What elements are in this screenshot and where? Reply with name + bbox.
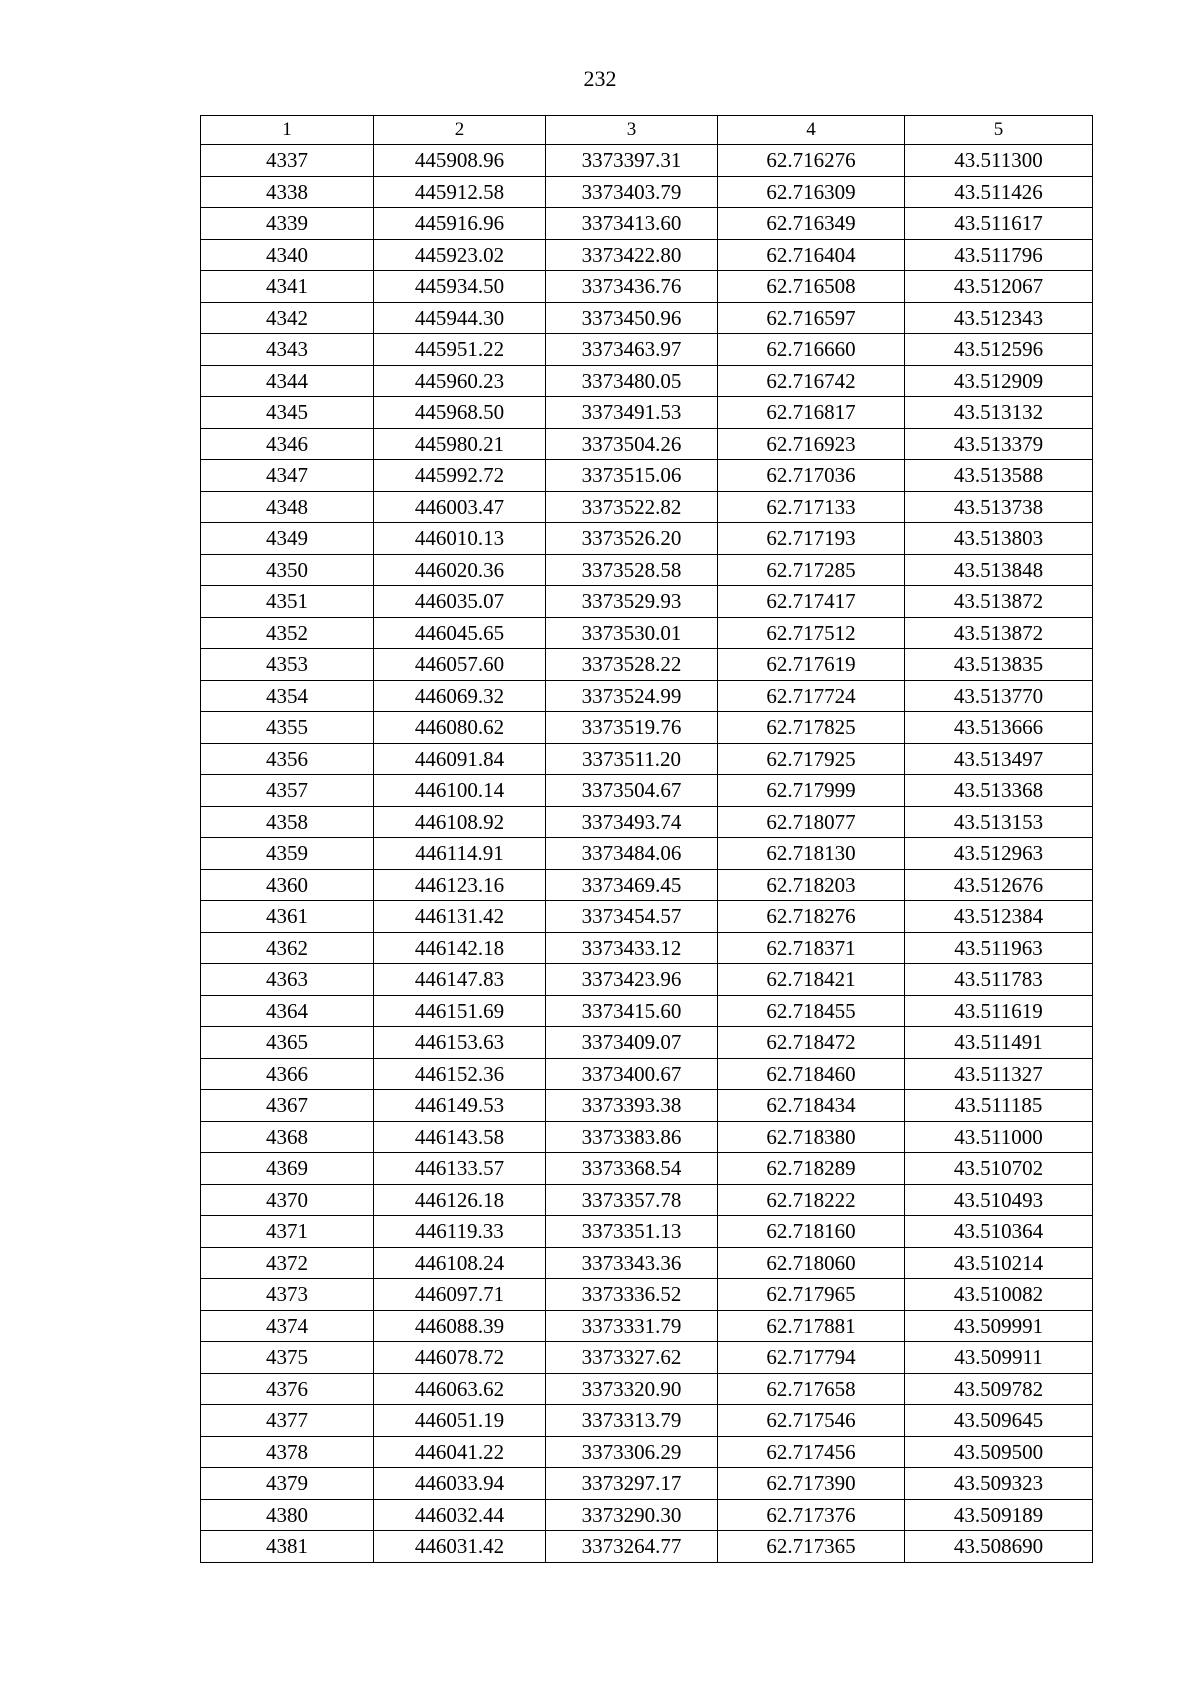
latitude-cell: 62.716276 [718,145,905,177]
latitude-cell: 62.718222 [718,1184,905,1216]
y-coordinate-cell: 3373383.86 [546,1121,718,1153]
table-row [201,1184,1093,1216]
table-row [201,1153,1093,1185]
longitude-cell: 43.512343 [905,302,1093,334]
point-number-cell: 4361 [201,901,374,933]
table-row [201,397,1093,429]
point-number-cell: 4352 [201,617,374,649]
point-number-cell: 4338 [201,176,374,208]
latitude-cell: 62.717999 [718,775,905,807]
table-row [201,680,1093,712]
table-row [201,869,1093,901]
point-number-cell: 4359 [201,838,374,870]
latitude-cell: 62.716660 [718,334,905,366]
longitude-cell: 43.511185 [905,1090,1093,1122]
point-number-cell: 4374 [201,1310,374,1342]
y-coordinate-cell: 3373336.52 [546,1279,718,1311]
latitude-cell: 62.717724 [718,680,905,712]
table-row [201,995,1093,1027]
x-coordinate-cell: 446091.84 [374,743,546,775]
y-coordinate-cell: 3373297.17 [546,1468,718,1500]
point-number-cell: 4378 [201,1436,374,1468]
longitude-cell: 43.513588 [905,460,1093,492]
latitude-cell: 62.718421 [718,964,905,996]
longitude-cell: 43.511619 [905,995,1093,1027]
table-body [201,145,1093,1563]
latitude-cell: 62.717036 [718,460,905,492]
x-coordinate-cell: 446069.32 [374,680,546,712]
x-coordinate-cell: 446045.65 [374,617,546,649]
longitude-cell: 43.513803 [905,523,1093,555]
latitude-cell: 62.718380 [718,1121,905,1153]
x-coordinate-cell: 446041.22 [374,1436,546,1468]
table-row [201,964,1093,996]
point-number-cell: 4351 [201,586,374,618]
table-row [201,1090,1093,1122]
x-coordinate-cell: 446114.91 [374,838,546,870]
point-number-cell: 4340 [201,239,374,271]
x-coordinate-cell: 446152.36 [374,1058,546,1090]
longitude-cell: 43.509991 [905,1310,1093,1342]
column-header: 2 [374,116,546,145]
latitude-cell: 62.717658 [718,1373,905,1405]
y-coordinate-cell: 3373422.80 [546,239,718,271]
longitude-cell: 43.513770 [905,680,1093,712]
x-coordinate-cell: 446031.42 [374,1531,546,1563]
x-coordinate-cell: 445916.96 [374,208,546,240]
latitude-cell: 62.716597 [718,302,905,334]
latitude-cell: 62.717193 [718,523,905,555]
x-coordinate-cell: 445912.58 [374,176,546,208]
latitude-cell: 62.718077 [718,806,905,838]
y-coordinate-cell: 3373436.76 [546,271,718,303]
latitude-cell: 62.717365 [718,1531,905,1563]
point-number-cell: 4347 [201,460,374,492]
y-coordinate-cell: 3373351.13 [546,1216,718,1248]
table-row [201,1279,1093,1311]
longitude-cell: 43.512384 [905,901,1093,933]
y-coordinate-cell: 3373400.67 [546,1058,718,1090]
table-row [201,901,1093,933]
latitude-cell: 62.717376 [718,1499,905,1531]
longitude-cell: 43.513666 [905,712,1093,744]
x-coordinate-cell: 446010.13 [374,523,546,555]
y-coordinate-cell: 3373450.96 [546,302,718,334]
latitude-cell: 62.717825 [718,712,905,744]
longitude-cell: 43.511796 [905,239,1093,271]
longitude-cell: 43.513872 [905,586,1093,618]
x-coordinate-cell: 445908.96 [374,145,546,177]
y-coordinate-cell: 3373515.06 [546,460,718,492]
point-number-cell: 4341 [201,271,374,303]
longitude-cell: 43.510214 [905,1247,1093,1279]
x-coordinate-cell: 446143.58 [374,1121,546,1153]
latitude-cell: 62.717285 [718,554,905,586]
table-row [201,239,1093,271]
column-header: 4 [718,116,905,145]
y-coordinate-cell: 3373504.26 [546,428,718,460]
y-coordinate-cell: 3373519.76 [546,712,718,744]
table-row [201,1468,1093,1500]
y-coordinate-cell: 3373504.67 [546,775,718,807]
latitude-cell: 62.717794 [718,1342,905,1374]
table-row [201,838,1093,870]
x-coordinate-cell: 445992.72 [374,460,546,492]
latitude-cell: 62.717965 [718,1279,905,1311]
latitude-cell: 62.716742 [718,365,905,397]
point-number-cell: 4372 [201,1247,374,1279]
x-coordinate-cell: 446035.07 [374,586,546,618]
coordinates-table [200,115,1093,1563]
x-coordinate-cell: 445968.50 [374,397,546,429]
x-coordinate-cell: 445960.23 [374,365,546,397]
y-coordinate-cell: 3373454.57 [546,901,718,933]
point-number-cell: 4349 [201,523,374,555]
latitude-cell: 62.718160 [718,1216,905,1248]
longitude-cell: 43.513835 [905,649,1093,681]
longitude-cell: 43.512676 [905,869,1093,901]
y-coordinate-cell: 3373480.05 [546,365,718,397]
point-number-cell: 4344 [201,365,374,397]
x-coordinate-cell: 446003.47 [374,491,546,523]
x-coordinate-cell: 446078.72 [374,1342,546,1374]
y-coordinate-cell: 3373493.74 [546,806,718,838]
y-coordinate-cell: 3373403.79 [546,176,718,208]
point-number-cell: 4381 [201,1531,374,1563]
x-coordinate-cell: 445944.30 [374,302,546,334]
longitude-cell: 43.511963 [905,932,1093,964]
table-row [201,775,1093,807]
table-row [201,617,1093,649]
latitude-cell: 62.717512 [718,617,905,649]
point-number-cell: 4380 [201,1499,374,1531]
x-coordinate-cell: 446063.62 [374,1373,546,1405]
y-coordinate-cell: 3373524.99 [546,680,718,712]
point-number-cell: 4343 [201,334,374,366]
point-number-cell: 4358 [201,806,374,838]
y-coordinate-cell: 3373413.60 [546,208,718,240]
x-coordinate-cell: 446149.53 [374,1090,546,1122]
latitude-cell: 62.716309 [718,176,905,208]
point-number-cell: 4376 [201,1373,374,1405]
point-number-cell: 4377 [201,1405,374,1437]
latitude-cell: 62.716817 [718,397,905,429]
latitude-cell: 62.718060 [718,1247,905,1279]
table-row [201,208,1093,240]
table-row [201,649,1093,681]
column-header: 5 [905,116,1093,145]
latitude-cell: 62.717619 [718,649,905,681]
y-coordinate-cell: 3373529.93 [546,586,718,618]
x-coordinate-cell: 445951.22 [374,334,546,366]
table-row [201,460,1093,492]
y-coordinate-cell: 3373368.54 [546,1153,718,1185]
y-coordinate-cell: 3373526.20 [546,523,718,555]
longitude-cell: 43.512067 [905,271,1093,303]
longitude-cell: 43.512963 [905,838,1093,870]
longitude-cell: 43.511617 [905,208,1093,240]
table-row [201,1373,1093,1405]
table-row [201,932,1093,964]
latitude-cell: 62.716923 [718,428,905,460]
point-number-cell: 4355 [201,712,374,744]
x-coordinate-cell: 446051.19 [374,1405,546,1437]
point-number-cell: 4357 [201,775,374,807]
point-number-cell: 4350 [201,554,374,586]
longitude-cell: 43.513379 [905,428,1093,460]
table-row [201,1310,1093,1342]
x-coordinate-cell: 446020.36 [374,554,546,586]
y-coordinate-cell: 3373290.30 [546,1499,718,1531]
longitude-cell: 43.510364 [905,1216,1093,1248]
point-number-cell: 4370 [201,1184,374,1216]
longitude-cell: 43.509911 [905,1342,1093,1374]
point-number-cell: 4354 [201,680,374,712]
latitude-cell: 62.718203 [718,869,905,901]
longitude-cell: 43.513368 [905,775,1093,807]
column-header: 3 [546,116,718,145]
longitude-cell: 43.508690 [905,1531,1093,1563]
point-number-cell: 4342 [201,302,374,334]
table-row [201,1216,1093,1248]
table-row [201,302,1093,334]
longitude-cell: 43.513872 [905,617,1093,649]
x-coordinate-cell: 445980.21 [374,428,546,460]
x-coordinate-cell: 446057.60 [374,649,546,681]
table-row [201,554,1093,586]
x-coordinate-cell: 446088.39 [374,1310,546,1342]
latitude-cell: 62.718472 [718,1027,905,1059]
longitude-cell: 43.509645 [905,1405,1093,1437]
y-coordinate-cell: 3373528.58 [546,554,718,586]
latitude-cell: 62.717925 [718,743,905,775]
x-coordinate-cell: 445934.50 [374,271,546,303]
x-coordinate-cell: 446100.14 [374,775,546,807]
table-row [201,743,1093,775]
x-coordinate-cell: 446142.18 [374,932,546,964]
point-number-cell: 4371 [201,1216,374,1248]
longitude-cell: 43.510082 [905,1279,1093,1311]
latitude-cell: 62.718289 [718,1153,905,1185]
x-coordinate-cell: 446032.44 [374,1499,546,1531]
y-coordinate-cell: 3373343.36 [546,1247,718,1279]
table-row [201,1342,1093,1374]
point-number-cell: 4365 [201,1027,374,1059]
point-number-cell: 4356 [201,743,374,775]
longitude-cell: 43.509189 [905,1499,1093,1531]
table-row [201,712,1093,744]
longitude-cell: 43.511491 [905,1027,1093,1059]
x-coordinate-cell: 446133.57 [374,1153,546,1185]
point-number-cell: 4367 [201,1090,374,1122]
x-coordinate-cell: 446151.69 [374,995,546,1027]
longitude-cell: 43.511327 [905,1058,1093,1090]
table-row [201,428,1093,460]
y-coordinate-cell: 3373522.82 [546,491,718,523]
point-number-cell: 4348 [201,491,374,523]
y-coordinate-cell: 3373530.01 [546,617,718,649]
latitude-cell: 62.718371 [718,932,905,964]
latitude-cell: 62.716508 [718,271,905,303]
y-coordinate-cell: 3373415.60 [546,995,718,1027]
y-coordinate-cell: 3373306.29 [546,1436,718,1468]
table-row [201,1247,1093,1279]
page-number: 232 [583,66,617,91]
y-coordinate-cell: 3373433.12 [546,932,718,964]
table-row [201,523,1093,555]
x-coordinate-cell: 446147.83 [374,964,546,996]
longitude-cell: 43.510493 [905,1184,1093,1216]
latitude-cell: 62.718434 [718,1090,905,1122]
y-coordinate-cell: 3373357.78 [546,1184,718,1216]
longitude-cell: 43.512596 [905,334,1093,366]
longitude-cell: 43.511300 [905,145,1093,177]
y-coordinate-cell: 3373397.31 [546,145,718,177]
longitude-cell: 43.513153 [905,806,1093,838]
point-number-cell: 4337 [201,145,374,177]
table-row [201,586,1093,618]
x-coordinate-cell: 446108.24 [374,1247,546,1279]
table-row [201,1436,1093,1468]
latitude-cell: 62.717881 [718,1310,905,1342]
point-number-cell: 4368 [201,1121,374,1153]
point-number-cell: 4353 [201,649,374,681]
point-number-cell: 4360 [201,869,374,901]
latitude-cell: 62.717133 [718,491,905,523]
x-coordinate-cell: 446108.92 [374,806,546,838]
latitude-cell: 62.716349 [718,208,905,240]
longitude-cell: 43.509500 [905,1436,1093,1468]
longitude-cell: 43.513132 [905,397,1093,429]
y-coordinate-cell: 3373491.53 [546,397,718,429]
table-row [201,271,1093,303]
latitude-cell: 62.717390 [718,1468,905,1500]
y-coordinate-cell: 3373327.62 [546,1342,718,1374]
longitude-cell: 43.510702 [905,1153,1093,1185]
latitude-cell: 62.717417 [718,586,905,618]
table-row [201,1405,1093,1437]
table-row [201,1027,1093,1059]
point-number-cell: 4366 [201,1058,374,1090]
column-header: 1 [201,116,374,145]
y-coordinate-cell: 3373469.45 [546,869,718,901]
y-coordinate-cell: 3373423.96 [546,964,718,996]
x-coordinate-cell: 445923.02 [374,239,546,271]
point-number-cell: 4379 [201,1468,374,1500]
y-coordinate-cell: 3373264.77 [546,1531,718,1563]
x-coordinate-cell: 446033.94 [374,1468,546,1500]
longitude-cell: 43.511426 [905,176,1093,208]
point-number-cell: 4363 [201,964,374,996]
y-coordinate-cell: 3373393.38 [546,1090,718,1122]
x-coordinate-cell: 446119.33 [374,1216,546,1248]
table-row [201,145,1093,177]
x-coordinate-cell: 446126.18 [374,1184,546,1216]
point-number-cell: 4346 [201,428,374,460]
point-number-cell: 4375 [201,1342,374,1374]
x-coordinate-cell: 446123.16 [374,869,546,901]
y-coordinate-cell: 3373484.06 [546,838,718,870]
longitude-cell: 43.513738 [905,491,1093,523]
table-row [201,491,1093,523]
latitude-cell: 62.716404 [718,239,905,271]
y-coordinate-cell: 3373409.07 [546,1027,718,1059]
table-row [201,1499,1093,1531]
y-coordinate-cell: 3373331.79 [546,1310,718,1342]
y-coordinate-cell: 3373320.90 [546,1373,718,1405]
x-coordinate-cell: 446097.71 [374,1279,546,1311]
table-row [201,1531,1093,1563]
latitude-cell: 62.718130 [718,838,905,870]
y-coordinate-cell: 3373528.22 [546,649,718,681]
longitude-cell: 43.509323 [905,1468,1093,1500]
point-number-cell: 4339 [201,208,374,240]
longitude-cell: 43.511000 [905,1121,1093,1153]
table-row [201,365,1093,397]
point-number-cell: 4369 [201,1153,374,1185]
table-row [201,1121,1093,1153]
table-row [201,806,1093,838]
latitude-cell: 62.718455 [718,995,905,1027]
point-number-cell: 4373 [201,1279,374,1311]
point-number-cell: 4345 [201,397,374,429]
table-header-row [201,116,1093,145]
longitude-cell: 43.513497 [905,743,1093,775]
x-coordinate-cell: 446153.63 [374,1027,546,1059]
x-coordinate-cell: 446131.42 [374,901,546,933]
longitude-cell: 43.509782 [905,1373,1093,1405]
table-row [201,334,1093,366]
table-row [201,1058,1093,1090]
longitude-cell: 43.513848 [905,554,1093,586]
point-number-cell: 4364 [201,995,374,1027]
point-number-cell: 4362 [201,932,374,964]
longitude-cell: 43.512909 [905,365,1093,397]
latitude-cell: 62.718460 [718,1058,905,1090]
y-coordinate-cell: 3373313.79 [546,1405,718,1437]
latitude-cell: 62.717456 [718,1436,905,1468]
table-row [201,176,1093,208]
longitude-cell: 43.511783 [905,964,1093,996]
y-coordinate-cell: 3373511.20 [546,743,718,775]
x-coordinate-cell: 446080.62 [374,712,546,744]
latitude-cell: 62.718276 [718,901,905,933]
y-coordinate-cell: 3373463.97 [546,334,718,366]
latitude-cell: 62.717546 [718,1405,905,1437]
